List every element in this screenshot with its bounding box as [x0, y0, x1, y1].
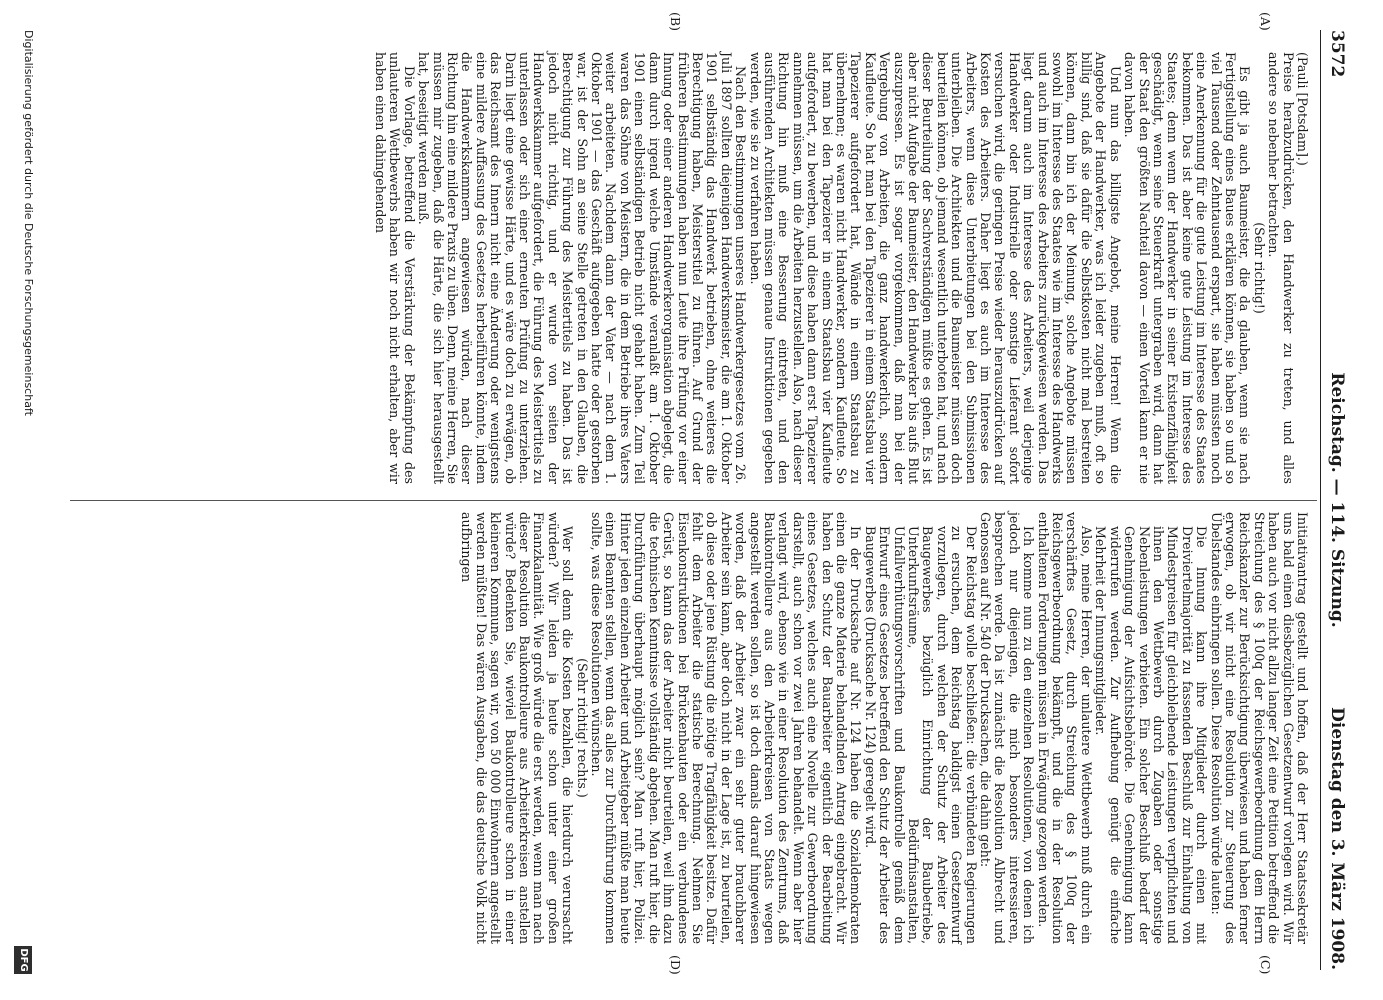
paragraph: Die Vorlage, betreffend die Verstärkung der Bekämpfung des unlauteren Wettbewerbs haben wir noch nicht erhalten, aber wir haben einen dahingehenden — [373, 52, 417, 484]
paragraph: (Sehr richtig! rechts.) — [574, 658, 590, 798]
page-header — [1323, 30, 1347, 970]
digitization-credit: Digitalisierung gefördert durch die Deutsche Forschungsgemeinschaft — [22, 30, 35, 416]
session-title: Reichstag. — 114. Sitzung. — [1327, 372, 1347, 628]
paragraph: Es gibt ja auch Baumeister, die da glauben, wenn sie nach Fertigstellung eines Baues erklären können, sie haben so und so viel Tausend oder Zehntausend erspart, sie haben müssten noch eine Anerkennung für die gute Leistung im Interesse des Staates bekommen. Das ist aber keine gute Leistung im Interesse des Staates; denn wenn der Handwerker in seiner Existenzfähigkeit geschädigt, wenn seine Steuerkraft untergraben wird, dann hat der Staat den größten Nachteil davon — einen Vorteil kann er nie davon haben. — [1122, 52, 1253, 484]
right-column — [459, 512, 1309, 944]
left-column — [373, 52, 1309, 484]
dfg-logo: DFG — [14, 946, 32, 974]
column-divider — [70, 500, 1317, 501]
paragraph: (Pauli [Potsdam].) — [1295, 52, 1310, 166]
paragraph: Also, meine Herren, der unlautere Wettbewerb muß durch ein verschärftes Gesetz, durch Streichung des § 100q der Reichsgewerbeordnung bekämpft, und die in der Resolution enthaltenen Forderungen müssen in Erwägung gezogen werden. — [1035, 512, 1094, 944]
paragraph: Initiativantrag gestellt und hoffen, daß der Herr Staatssekretär uns bald einen diesbezüglichen Gesetzentwurf vorlegen wird. Wir haben auch vor nicht allzu langer Zeit eine Petition betreffend die Streichung des § 100q der Reichsgewerbeordnung dem Herrn Reichskanzler zur Berücksichtigung überwiesen und haben ferner erwogen, ob wir nicht eine Resolution zur Steuerung des Übelstandes einbringen sollen. Diese Resolution würde lauten: — [1208, 512, 1310, 944]
margin-mark-b: (B) — [668, 12, 683, 31]
paragraph: Nach den Bestimmungen unseres Handwerkergesetzes vom 26. Juli 1897 sollten diejenigen Handwerksmeister, die am 1. Oktober 1901 selbständig das Handwerk betrieben, ohne weiteres die Berechtigung haben, Meisterstitel zu führen. Auf Grund der früheren Bestimmungen haben nun Leute ihre Prüfung vor einer Innung oder einer anderen Handwerkerorganisation abgelegt, die dann durch irgend welche Umstände veranlaßt am 1. Oktober 1901 einen selbständigen Betrieb nicht gehabt haben. Zum Teil waren das Söhne von Meistern, die in dem Betriebe ihres Vaters weiter arbeiteten. Nachdem dann der Vater — nach dem 1. Oktober 1901 — das Geschäft aufgegeben hatte oder gestorben war, ist der Sohn an seine Stelle getreten in den Glauben, die Berechtigung zur Führung des Meistertitels zu haben. Das ist jedoch nicht richtig, und er wurde von seiten der Handwerkskammer aufgefordert, die Führung des Meistertitels zu unterlassen oder sich einer erneuten Prüfung zu unterziehen. Darin liegt eine gewisse Härte, und es wäre doch zu erwägen, ob das Reichsamt des Innern nicht eine Änderung oder wenigstens eine mildere Auffassung des Gesetzes herbeiführen könnte, indem die Handwerkskammern angewiesen würden, nach dieser Richtung hin eine mildere Praxis zu üben. Denn, meine Herren, Sie müssen mir zugeben, daß die Härte, die sich hier herausgestellt hat, beseitigt werden muß. — [416, 52, 749, 484]
paragraph: Die Innung kann ihre Mitglieder durch einen mit Dreiviertelmajorität zu fassenden Beschluß zur Einhaltung von Mindestpreisen für gleichbleibende Leistungen verpflichten und ihnen den Wettbewerb durch Zugaben oder sonstige Nebenleistungen verbieten. Ein solcher Beschluß bedarf der Genehmigung der Aufsichtsbehörde. Die Genehmigung kann widerrufen werden. Zur Aufhebung genügt die einfache Mehrheit der Innungsmitglieder. — [1093, 526, 1210, 944]
session-date: Dienstag den 3. März 1908. — [1327, 707, 1347, 970]
margin-mark-a: (A) — [1258, 12, 1273, 31]
paragraph: Der Reichstag wolle beschließen: die verbündeten Regierungen zu ersuchen, dem Reichstag baldigst einen Gesetzentwurf vorzulegen, durch welchen der Schutz der Arbeiter des Baugewerbes bezüglich Einrichtung der Baubetriebe, Unterkunftsräume, Bedürfnisanstalten, Unfallverhütungsvorschriften und Baukontrolle gemäß dem Entwurf eines Gesetzes betreffend den Schutz der Arbeiter des Baugewerbes (Drucksache Nr. 124) geregelt wird. — [862, 526, 979, 944]
paragraph: Ich komme nun zu den einzelnen Resolutionen, von denen ich jedoch nur diejenigen, die mich besonders interessieren, besprechen werde. Da ist zunächst die Resolution Albrecht und Genossen auf Nr. 540 der Drucksachen, die dahin geht: — [978, 512, 1037, 944]
paragraph: Preise herabzudrücken, den Handwerker zu treten, und alles andere so nebenher betrachten. — [1266, 52, 1296, 484]
paragraph: Und nun das billigste Angebot, meine Herren! Wenn die Angebote der Handwerker, was ich leider zugeben muß, oft so billig sind, daß sie dafür die Selbstkosten nicht mal bestreiten können, dann bin ich der Meinung, solche Angebote müssen sowohl im Interesse des Staates wie im Interesse des Handwerks und auch im Interesse des Arbeiters zurückgewiesen werden. Das liegt darum auch im Interesse des Arbeiters, weil derjenige Handwerker oder Industrielle oder sonstige Lieferant sofort versuchen wird, die geringen Preise wieder herauszudrücken auf Kosten des Arbeiters. Daher liegt es auch im Interesse des Arbeiters, wenn diese Unterbietungen bei den Submissionen unterbleiben. Die Architekten und die Baumeister müssen doch beurteilen können, ob jemand wesentlich unterboten hat, und nach dieser Beurteilung der Sachverständigen müßte es gehen. Es ist aber nicht Aufgabe der Baumeister, den Handwerker bis aufs Blut auszupressen. Es ist sogar vorgekommen, daß man bei der Vergebung von Arbeiten, die ganz handwerkerlich, sondern Kaufleute. So hat man bei den Tapezierer in einem Staatsbau vier Tapezierer aufgefordert hat, Wände in einem Staatsbau zu übernehmen; es waren nicht Handwerker, sondern Kaufleute. So hat man bei den Tapezierer in einem Staatsbau vier Kaufleute aufgefordert, zu bewerben, und diese haben dann erst Tapezierer annehmen müssen, um die Arbeiten herzustellen. Also, nach dieser Richtung hin muß eine Besserung eintreten, und den ausführenden Architekten müssen genaue Instruktionen gegeben werden, wie sie zu verfahren haben. — [747, 52, 1123, 484]
header-rule — [1320, 30, 1321, 970]
paragraph: In der Drucksache auf Nr. 124 haben die Sozialdemokraten einen die ganze Materie behandelnden Antrag eingebracht. Wir haben den Schutz der Bauarbeiter eigentlich der Bearbeitung eines Gesetzes, welches auch eine Novelle zur Gewerbeordnung darstellt, auch schon vor zwei Jahren behandelt. Wenn aber hier verlangt wird, ebenso wie in einer Resolution des Zentrums, daß Baukontrolleure aus den Arbeiterkreisen von Staats wegen angestellt werden sollen, so ist doch damals darauf hingewiesen worden, daß der Arbeiter zwar ein sehr guter brauchbarer Arbeiter sein kann, aber doch nicht in der Lage ist, zu beurteilen, ob diese oder jene Rüstung die nötige Tragfähigkeit besitze. Dafür fehlt dem Arbeiter die statische Berechnung. Nehmen Sie Eisenkonstruktionen bei Brückenbauten oder ein verbundenes Gerüst, so kann das der Arbeiter nicht beurteilen, weil ihm dazu die technischen Kenntnisse vollständig abgehen. Man ruft hier, die Durchführung überhaupt möglich sein? Man ruft hier, Polizei. Hinter jeden einzelnen Arbeiter und Arbeitgeber müßte man heute einen Beamten stellen, wenn das alles zur Durchführung kommen sollte, was diese Resolutionen wünschen. — [589, 512, 864, 944]
margin-mark-d: (D) — [668, 955, 683, 975]
margin-mark-c: (C) — [1258, 955, 1273, 975]
paragraph: (Sehr richtig!) — [1251, 222, 1267, 314]
page-number: 3572 — [1327, 30, 1347, 78]
paragraph: Wer soll denn die Kosten bezahlen, die hierdurch verursacht würden? Wir leiden ja heute schon unter einer großen Finanzkalamität. Wie groß würde die erst werden, wenn man nach dieser Resolution Baukontrolleure aus Arbeiterkreisen anstellen würde? Bedenken Sie, wieviel Baukontrolleure schon in einer kleineren Kommune, sagen wir, von 50 000 Einwohnern angestellt werden müßten! Das wären Ausgaben, die das deutsche Volk nicht aufbringen — [459, 512, 576, 944]
